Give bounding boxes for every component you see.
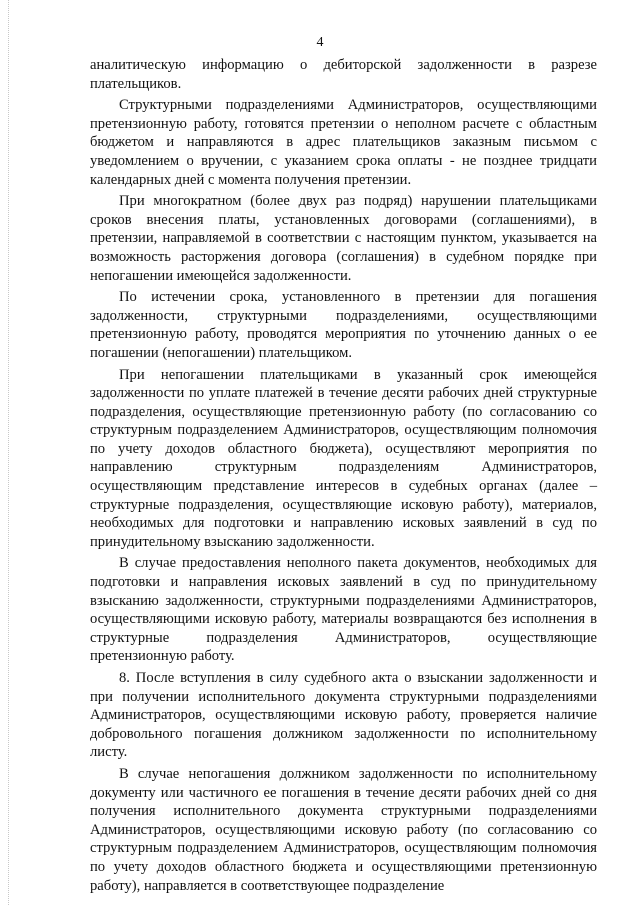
paragraph: 8. После вступления в силу судебного акта о взыскании задолженности и при получении исполнительного документа структурными подразделениями Администраторов, осуществляющими исковую работу, проверяется наличие добровольного погашения должником задолженности по исполнительному листу. (90, 670, 597, 761)
page-edge-line (8, 0, 9, 905)
paragraph: аналитическую информацию о дебиторской задолженности в разрезе плательщиков. (90, 57, 597, 92)
page-number: 4 (316, 35, 324, 50)
paragraph: Структурными подразделениями Администраторов, осуществляющими претензионную работу, готовятся претензии о неполном расчете с областным бюджетом и направляются в адрес плательщиков заказным письмом с уведомлением о вручении, с указанием срока оплаты - не позднее тридцати календарных дней с момента получения претензии. (90, 97, 597, 188)
paragraph: В случае непогашения должником задолженности по исполнительному документу или частичного ее погашения в течение десяти рабочих дней со дня получения исполнительного документа структурными подразделениями Администраторов, осуществляющими исковую работу (по согласованию со структурным подразделением Администраторов, осуществляющим полномочия по учету доходов областного бюджета и осуществляющими претензионную работу), направляется в соответствующее подразделение (90, 765, 597, 894)
paragraph: По истечении срока, установленного в претензии для погашения задолженности, структурными подразделениями, осуществляющими претензионную работу, проводятся мероприятия по уточнению данных о ее погашении (непогашении) плательщиком. (90, 289, 597, 361)
paragraph: При непогашении плательщиками в указанный срок имеющейся задолженности по уплате платежей в течение десяти рабочих дней структурные подразделения, осуществляющие претензионную работу (по согласованию со структурным подразделением Администраторов, осуществляющим полномочия по учету доходов областного бюджета), осуществляют мероприятия по направлению структурным подразделениям Администраторов, осуществляющим представление интересов в судебных органах (далее – структурные подразделения, осуществляющие исковую работу), материалов, необходимых для подготовки и направлению исковых заявлений в суд по принудительному взысканию задолженности. (90, 366, 597, 550)
document-body (90, 56, 597, 898)
paragraph: В случае предоставления неполного пакета документов, необходимых для подготовки и направления исковых заявлений в суд по принудительному взысканию задолженности, структурными подразделениями Администраторов, осуществляющими исковую работу, материалы возвращаются без исполнения в структурные подразделения Администраторов, осуществляющие претензионную работу. (90, 555, 597, 665)
paragraph: При многократном (более двух раз подряд) нарушении плательщиками сроков внесения платы, установленных договорами (соглашениями), в претензии, направляемой в соответствии с настоящим пунктом, указывается на возможность расторжения договора (соглашения) в судебном порядке при непогашении имеющейся задолженности. (90, 193, 597, 284)
